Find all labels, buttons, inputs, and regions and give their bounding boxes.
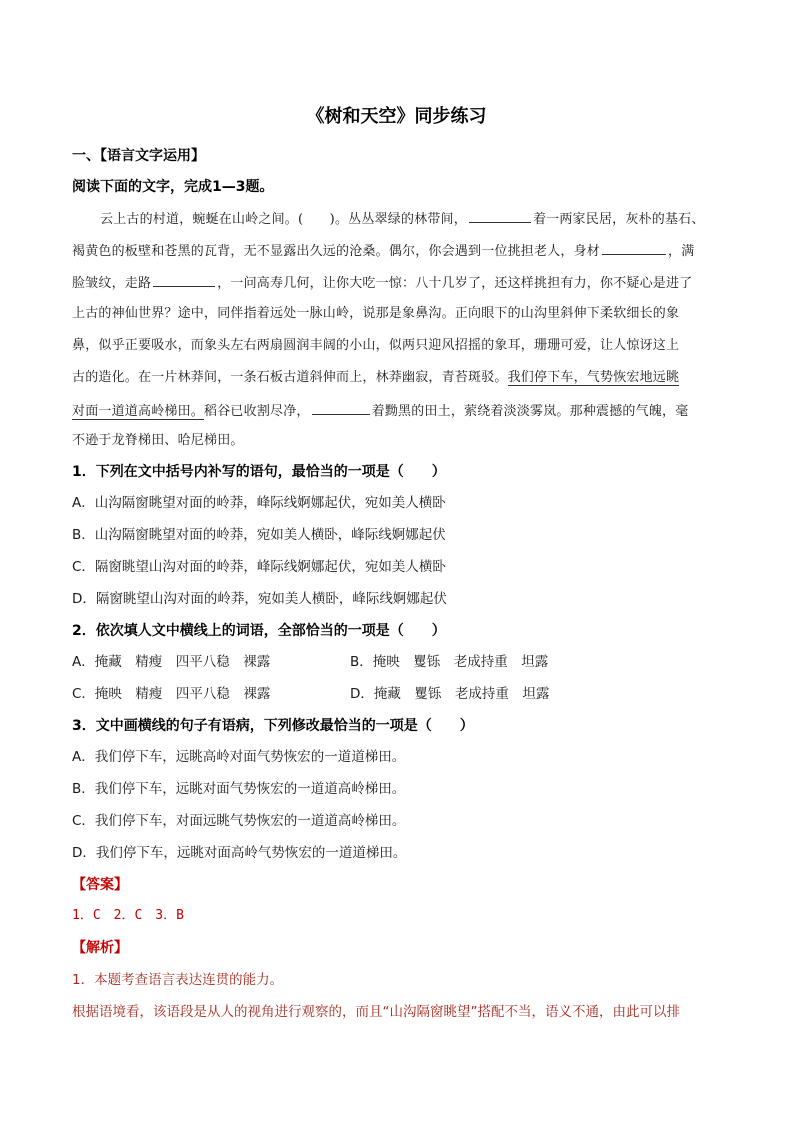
passage-text: 云上古的村道，蜿蜒在山岭之间。( )。丛丛翠绿的林带间， (100, 212, 467, 227)
question-2-option-b[interactable]: B．掩映 矍铄 老成持重 坦露 (350, 654, 549, 670)
analysis-heading: 【解析】 (72, 940, 128, 956)
underlined-sentence: 对面一道道高岭梯田。 (72, 404, 205, 419)
question-3-stem: 3．文中画横线的句子有语病，下列修改最恰当的一项是（ ） (72, 718, 474, 734)
passage-text: 古的造化。在一片林莽间，一条石板古道斜伸而上，林莽幽寂，青苔斑驳。 (72, 370, 508, 385)
fill-blank (469, 208, 531, 223)
question-1-option-a[interactable]: A．山沟隔窗眺望对面的岭莽，峰际线婀娜起伏，宛如美人横卧 (72, 495, 446, 511)
fill-blank (602, 240, 666, 255)
question-3-option-a[interactable]: A．我们停下车，远眺高岭对面气势恢宏的一道道梯田。 (72, 749, 406, 765)
answer-heading: 【答案】 (72, 877, 128, 893)
fill-blank (153, 272, 215, 287)
question-1-stem: 1．下列在文中括号内补写的语句，最恰当的一项是（ ） (72, 464, 446, 480)
question-1-option-d[interactable]: D．隔窗眺望山沟对面的岭莽，宛如美人横卧，峰际线婀娜起伏 (72, 591, 447, 607)
passage-text: ，一问高寿几何，让你大吃一惊：八十几岁了，还这样挑担有力，你不疑心是进了 (217, 276, 693, 291)
question-2-option-c[interactable]: C．掩映 精瘦 四平八稳 裸露 (72, 686, 271, 702)
passage-text: 稻谷已收割尽净， (204, 404, 310, 419)
passage-line-2 (72, 240, 722, 260)
analysis-line-1: 1．本题考查语言表达连贯的能力。 (72, 972, 284, 988)
passage-line-7 (72, 400, 722, 420)
reading-instruction: 阅读下面的文字，完成1—3题。 (72, 179, 274, 195)
passage-text: 褐黄色的板壁和苍黑的瓦背，无不显露出久远的沧桑。偶尔，你会遇到一位挑担老人，身材 (72, 244, 601, 259)
analysis-line-2: 根据语境看，该语段是从人的视角进行观察的，而且“山沟隔窗眺望”搭配不当，语义不通，由此可以排 (72, 1004, 680, 1020)
passage-line-6 (72, 368, 722, 388)
question-1-option-b[interactable]: B．山沟隔窗眺望对面的岭莽，宛如美人横卧，峰际线婀娜起伏 (72, 527, 446, 543)
question-2-option-row-2 (72, 684, 550, 704)
passage-line-8: 不逊于龙脊梯田、哈尼梯田。 (72, 433, 244, 448)
passage-line-5: 鼻，似乎正要吸水，而象头左右两扇圆润丰阔的小山，似两只迎风招摇的象耳，珊珊可爱，让人惊讶这上 (72, 338, 680, 353)
question-3-option-d[interactable]: D．我们停下车，远眺对面高岭气势恢宏的一道道梯田。 (72, 845, 407, 861)
fill-blank (312, 400, 370, 415)
passage-text: 着一两家民居，灰朴的基石、 (532, 212, 705, 227)
question-2-option-row-1 (72, 652, 549, 672)
passage-line-3 (72, 272, 722, 292)
question-2-option-d[interactable]: D．掩藏 矍铄 老成持重 坦露 (350, 686, 550, 702)
document-title: 《树和天空》同步练习 (306, 106, 487, 127)
passage-line-1 (100, 208, 750, 228)
question-2-stem: 2．依次填人文中横线上的词语，全部恰当的一项是（ ） (72, 623, 446, 639)
passage-text: 脸皱纹，走路 (72, 276, 152, 291)
passage-text: 着黝黑的田土，萦绕着淡淡雾岚。那种震撼的气魄，毫 (371, 404, 689, 419)
underlined-sentence: 我们停下车，气势恢宏地远眺 (507, 370, 680, 385)
question-3-option-c[interactable]: C．我们停下车，对面远眺气势恢宏的一道道高岭梯田。 (72, 813, 406, 829)
question-1-option-c[interactable]: C．隔窗眺望山沟对面的岭莽，峰际线婀娜起伏，宛如美人横卧 (72, 559, 446, 575)
question-2-option-a[interactable]: A．掩藏 精瘦 四平八稳 裸露 (72, 654, 271, 670)
question-3-option-b[interactable]: B．我们停下车，远眺对面气势恢宏的一道道高岭梯田。 (72, 781, 406, 797)
passage-text: ，满 (668, 244, 695, 259)
section-heading: 一、【语言文字运用】 (72, 148, 205, 164)
passage-line-4: 上古的神仙世界？途中，同伴指着远处一脉山岭，说那是象鼻沟。正向眼下的山沟里斜伸下柔软细长的象 (72, 306, 680, 321)
answer-key: 1．C 2．C 3．B (72, 908, 184, 923)
